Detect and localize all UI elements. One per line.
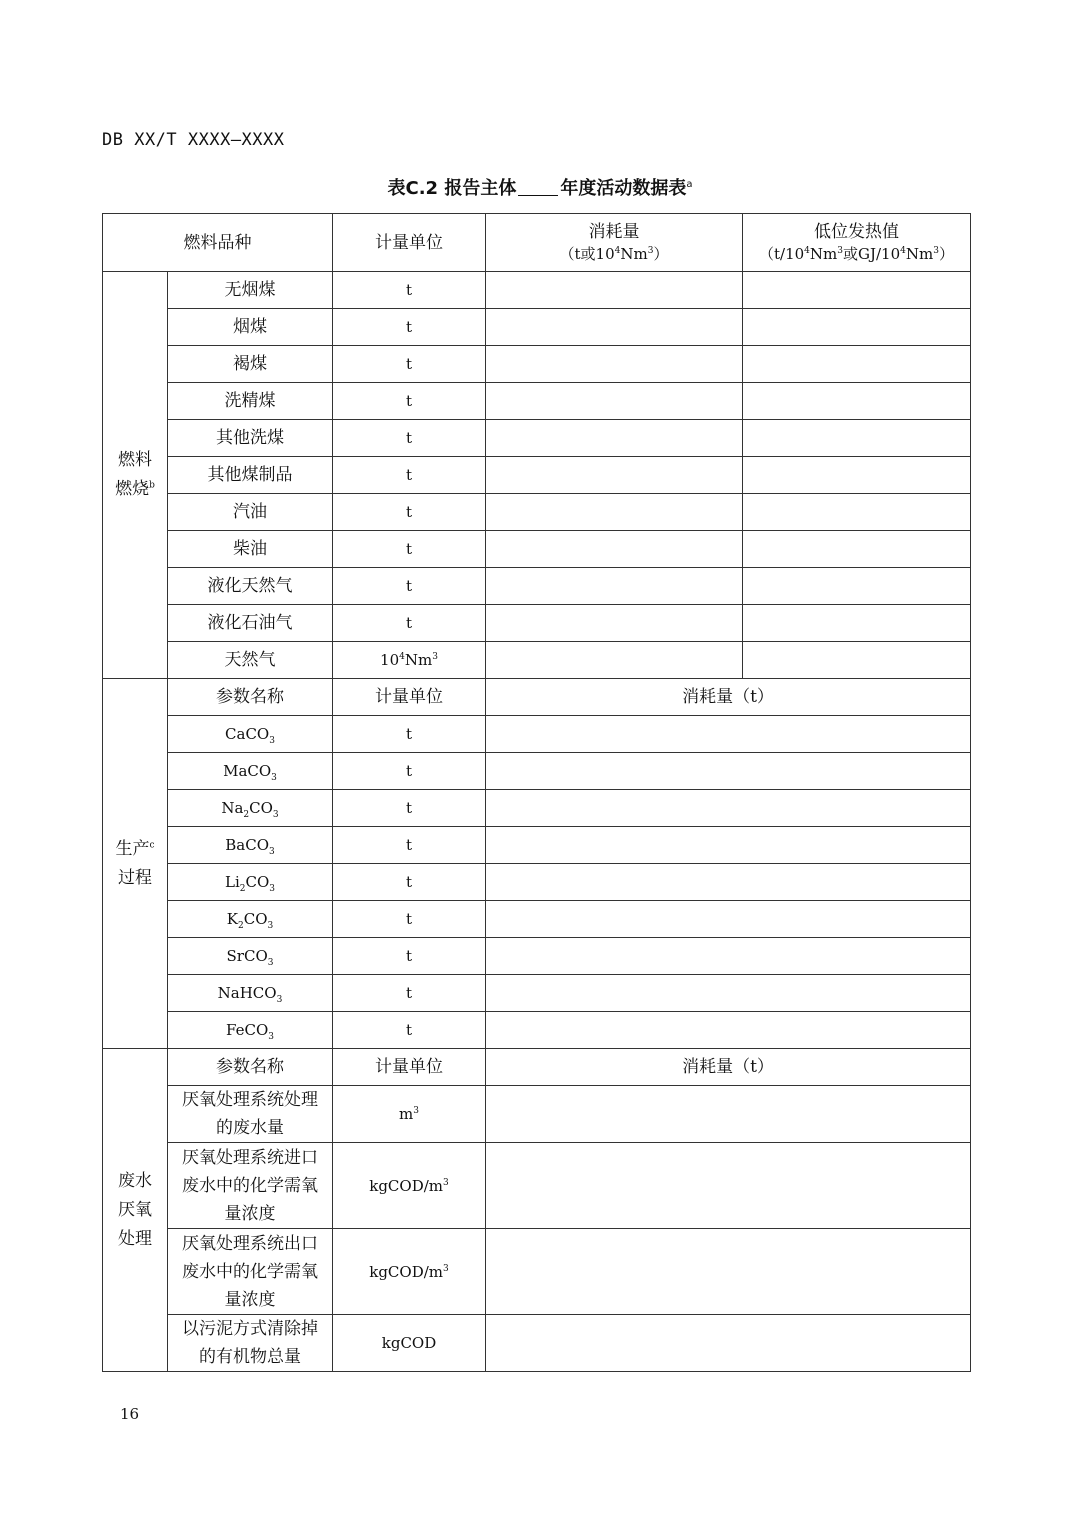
fuel-name: 烟煤: [168, 309, 333, 346]
title-prefix: 表C.2 报告主体: [387, 178, 517, 199]
table-title: [0, 174, 1080, 200]
table-row: [103, 938, 971, 975]
heat-value-input-cell[interactable]: [743, 309, 971, 346]
table-row: [103, 753, 971, 790]
heat-value-input-cell[interactable]: [743, 531, 971, 568]
consumption-input-cell[interactable]: [486, 901, 971, 938]
table-row: [103, 531, 971, 568]
table-header-row: [103, 214, 971, 272]
param-formula: BaCO$_3$: [168, 827, 333, 864]
param-unit: t: [333, 1012, 486, 1049]
consumption-input-cell[interactable]: [486, 494, 743, 531]
consumption-input-cell[interactable]: [486, 716, 971, 753]
consumption-input-cell[interactable]: [486, 1229, 971, 1315]
param-name: 厌氧处理系统处理 的废水量: [168, 1086, 333, 1143]
consumption-input-cell[interactable]: [486, 827, 971, 864]
fuel-unit: t: [333, 457, 486, 494]
table-row: [103, 790, 971, 827]
consumption-input-cell[interactable]: [486, 864, 971, 901]
table-row: [103, 1229, 971, 1315]
consumption-input-cell[interactable]: [486, 309, 743, 346]
fuel-name: 洗精煤: [168, 383, 333, 420]
fuel-unit: t: [333, 420, 486, 457]
table-subheader-row: [103, 1049, 971, 1086]
param-unit: t: [333, 938, 486, 975]
table-row: [103, 346, 971, 383]
fuel-unit: t: [333, 531, 486, 568]
heat-value-input-cell[interactable]: [743, 346, 971, 383]
header-heat-value: [743, 214, 971, 272]
param-formula: FeCO$_3$: [168, 1012, 333, 1049]
table-row: [103, 272, 971, 309]
section-label-wastewater-anaerobic: 废水 厌氧 处理: [103, 1049, 168, 1372]
fuel-unit: t: [333, 272, 486, 309]
consumption-input-cell[interactable]: [486, 1315, 971, 1372]
table-row: [103, 1143, 971, 1229]
header-consumption-unit: （t或$10^4Nm^3$）: [559, 244, 669, 263]
param-formula: MaCO$_3$: [168, 753, 333, 790]
heat-value-input-cell[interactable]: [743, 383, 971, 420]
heat-value-input-cell[interactable]: [743, 568, 971, 605]
consumption-input-cell[interactable]: [486, 420, 743, 457]
fuel-unit: t: [333, 605, 486, 642]
fuel-name: 天然气: [168, 642, 333, 679]
consumption-input-cell[interactable]: [486, 790, 971, 827]
param-unit: t: [333, 716, 486, 753]
param-unit: t: [333, 864, 486, 901]
fuel-unit: t: [333, 494, 486, 531]
col-consumption: 消耗量（t）: [486, 679, 971, 716]
section-label-fuel-combustion: 燃料 燃烧$^b$: [103, 272, 168, 679]
header-consumption-label: 消耗量: [588, 221, 640, 242]
param-unit: kgCOD: [333, 1315, 486, 1372]
table-row: [103, 457, 971, 494]
param-unit: t: [333, 827, 486, 864]
consumption-input-cell[interactable]: [486, 1143, 971, 1229]
fuel-name: 汽油: [168, 494, 333, 531]
param-name: 以污泥方式清除掉 的有机物总量: [168, 1315, 333, 1372]
param-unit: t: [333, 975, 486, 1012]
consumption-input-cell[interactable]: [486, 1012, 971, 1049]
heat-value-input-cell[interactable]: [743, 272, 971, 309]
table-row: [103, 901, 971, 938]
consumption-input-cell[interactable]: [486, 531, 743, 568]
heat-value-input-cell[interactable]: [743, 642, 971, 679]
table-subheader-row: [103, 679, 971, 716]
param-unit: kgCOD/$m^3$: [333, 1143, 486, 1229]
fuel-unit: $10^4Nm^3$: [333, 642, 486, 679]
fuel-unit: t: [333, 383, 486, 420]
consumption-input-cell[interactable]: [486, 568, 743, 605]
col-param-name: 参数名称: [168, 679, 333, 716]
col-unit: 计量单位: [333, 679, 486, 716]
param-formula: $K_2CO_3$: [168, 901, 333, 938]
col-consumption: 消耗量（t）: [486, 1049, 971, 1086]
fuel-name: 柴油: [168, 531, 333, 568]
fuel-unit: t: [333, 568, 486, 605]
table-row: [103, 494, 971, 531]
title-note-mark: a: [686, 179, 693, 190]
param-formula: NaHCO$_3$: [168, 975, 333, 1012]
param-unit: t: [333, 753, 486, 790]
consumption-input-cell[interactable]: [486, 1086, 971, 1143]
header-heat-value-unit: （$t/10^4Nm^3$或$GJ/10^4Nm^3$）: [759, 244, 954, 263]
fuel-name: 液化石油气: [168, 605, 333, 642]
table-row: [103, 975, 971, 1012]
header-heat-value-label: 低位发热值: [814, 221, 899, 242]
fuel-name: 其他洗煤: [168, 420, 333, 457]
consumption-input-cell[interactable]: [486, 272, 743, 309]
consumption-input-cell[interactable]: [486, 975, 971, 1012]
consumption-input-cell[interactable]: [486, 642, 743, 679]
param-formula: $Li_2CO_3$: [168, 864, 333, 901]
consumption-input-cell[interactable]: [486, 605, 743, 642]
document-code: DB XX/T XXXX—XXXX: [102, 130, 285, 150]
fuel-name: 无烟煤: [168, 272, 333, 309]
header-consumption: [486, 214, 743, 272]
fuel-unit: t: [333, 309, 486, 346]
header-fuel-type: 燃料品种: [103, 214, 333, 272]
consumption-input-cell[interactable]: [486, 938, 971, 975]
page-number: 16: [120, 1405, 140, 1423]
heat-value-input-cell[interactable]: [743, 494, 971, 531]
consumption-input-cell[interactable]: [486, 383, 743, 420]
consumption-input-cell[interactable]: [486, 346, 743, 383]
table-row: [103, 420, 971, 457]
header-unit: 计量单位: [333, 214, 486, 272]
col-param-name: 参数名称: [168, 1049, 333, 1086]
param-unit: $m^3$: [333, 1086, 486, 1143]
table-row: [103, 1012, 971, 1049]
param-unit: kgCOD/$m^3$: [333, 1229, 486, 1315]
table-row: [103, 827, 971, 864]
section-label-production-process: 生产$^c$ 过程: [103, 679, 168, 1049]
table-row: [103, 568, 971, 605]
table-row: [103, 716, 971, 753]
consumption-input-cell[interactable]: [486, 457, 743, 494]
table-row: [103, 1315, 971, 1372]
param-name: 厌氧处理系统出口 废水中的化学需氧 量浓度: [168, 1229, 333, 1315]
consumption-input-cell[interactable]: [486, 753, 971, 790]
param-unit: t: [333, 790, 486, 827]
heat-value-input-cell[interactable]: [743, 605, 971, 642]
table-row: [103, 605, 971, 642]
table-row: [103, 642, 971, 679]
fuel-unit: t: [333, 346, 486, 383]
param-formula: SrCO$_3$: [168, 938, 333, 975]
param-formula: CaCO$_3$: [168, 716, 333, 753]
param-name: 厌氧处理系统进口 废水中的化学需氧 量浓度: [168, 1143, 333, 1229]
activity-data-table: [102, 213, 971, 1372]
table-row: [103, 309, 971, 346]
table-row: [103, 1086, 971, 1143]
heat-value-input-cell[interactable]: [743, 457, 971, 494]
table-row: [103, 864, 971, 901]
col-unit: 计量单位: [333, 1049, 486, 1086]
param-formula: $Na_2CO_3$: [168, 790, 333, 827]
table-row: [103, 383, 971, 420]
fuel-name: 褐煤: [168, 346, 333, 383]
title-blank: [518, 177, 558, 196]
fuel-name: 其他煤制品: [168, 457, 333, 494]
title-suffix: 年度活动数据表: [560, 178, 687, 199]
fuel-name: 液化天然气: [168, 568, 333, 605]
param-unit: t: [333, 901, 486, 938]
heat-value-input-cell[interactable]: [743, 420, 971, 457]
